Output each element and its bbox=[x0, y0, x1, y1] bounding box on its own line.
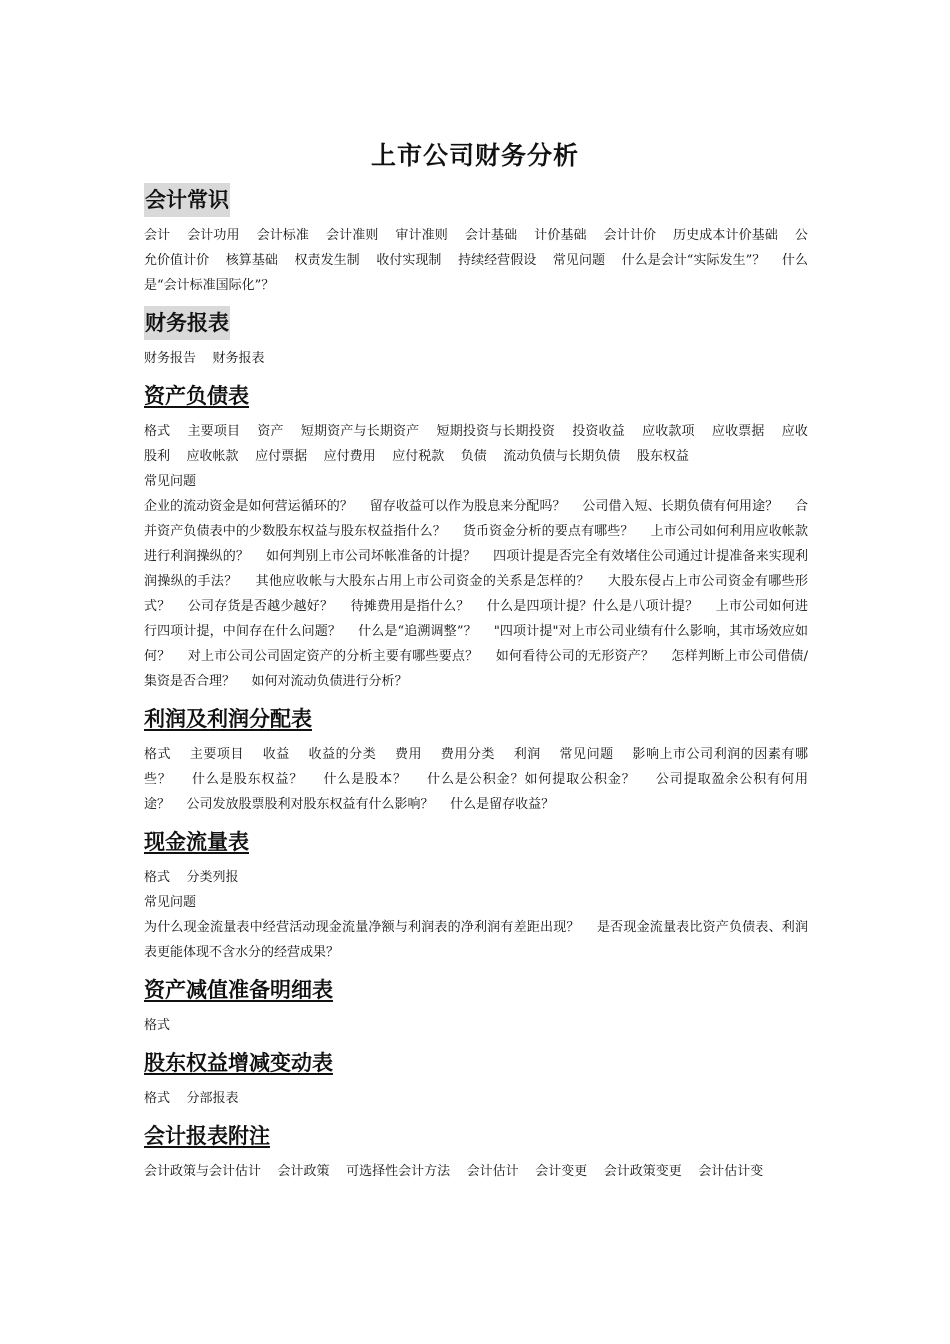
topic-link[interactable]: 会计基础 bbox=[464, 228, 518, 243]
topic-link[interactable]: 格式 bbox=[144, 1091, 171, 1106]
topic-link[interactable]: 什么是股东权益？ bbox=[192, 772, 304, 787]
topic-link[interactable]: 公司提取盈余公积有何用途？ bbox=[144, 772, 808, 812]
topic-link[interactable]: 会计政策与会计估计 bbox=[144, 1164, 262, 1179]
topic-link[interactable]: 审计准则 bbox=[395, 228, 448, 243]
section-caiwu-baobiao bbox=[144, 306, 808, 340]
topic-link[interactable]: 什么是股本？ bbox=[323, 772, 407, 787]
topic-link[interactable]: 计价基础 bbox=[534, 228, 587, 243]
section-items bbox=[144, 1086, 808, 1111]
topic-link[interactable]: 会计政策 bbox=[277, 1164, 330, 1179]
document-content bbox=[144, 183, 808, 1184]
topic-link[interactable]: 分部报表 bbox=[186, 1091, 239, 1106]
topic-link[interactable]: 应收帐款 bbox=[186, 449, 239, 464]
question-link[interactable]: 上市公司如何进行四项计提，中间存在什么问题？ bbox=[144, 599, 808, 639]
section-heading: 会计常识 bbox=[144, 183, 230, 217]
topic-link[interactable]: 负债 bbox=[460, 449, 487, 464]
topic-link[interactable]: 权责发生制 bbox=[294, 253, 360, 268]
topic-link[interactable]: 可选择性会计方法 bbox=[346, 1164, 451, 1179]
topic-link[interactable]: 会计变更 bbox=[535, 1164, 588, 1179]
topic-link[interactable]: 影响上市公司利润的因素有哪些？ bbox=[144, 747, 808, 787]
section-items bbox=[144, 223, 808, 298]
topic-link[interactable]: 会计标准 bbox=[256, 228, 310, 243]
section-cash-flow bbox=[144, 825, 808, 859]
topic-link[interactable]: 投资收益 bbox=[572, 424, 625, 439]
question-link[interactable]: 怎样判断上市公司借债/集资是否合理？ bbox=[144, 649, 808, 689]
question-link[interactable]: 待摊费用是指什么？ bbox=[350, 599, 470, 614]
section-kuaiji-changshi bbox=[144, 183, 808, 217]
topic-link[interactable]: 收益的分类 bbox=[308, 747, 377, 762]
question-link[interactable]: 合并资产负债表中的少数股东权益与股东权益指什么？ bbox=[144, 499, 808, 539]
topic-link[interactable]: 持续经营假设 bbox=[458, 253, 537, 268]
section-items bbox=[144, 865, 808, 890]
topic-link[interactable]: 应收票据 bbox=[711, 424, 765, 439]
topic-link[interactable]: 主要项目 bbox=[189, 747, 244, 762]
section-heading: 财务报表 bbox=[144, 306, 230, 340]
faq-label: 常见问题 bbox=[144, 895, 197, 910]
section-items bbox=[144, 419, 808, 469]
topic-link[interactable]: 应收股利 bbox=[144, 424, 808, 464]
section-income-statement bbox=[144, 702, 808, 736]
topic-link[interactable]: 费用 bbox=[394, 747, 423, 762]
question-link[interactable]: 公司存货是否越少越好？ bbox=[187, 599, 334, 614]
topic-link[interactable]: 会计功用 bbox=[187, 228, 240, 243]
topic-link[interactable]: 公司发放股票股利对股东权益有什么影响？ bbox=[186, 797, 434, 812]
question-link[interactable]: 什么是“追溯调整”？ bbox=[358, 624, 477, 639]
question-link[interactable]: 如何判别上市公司坏帐准备的计提？ bbox=[266, 549, 477, 564]
question-link[interactable]: 货币资金分析的要点有哪些？ bbox=[462, 524, 634, 539]
topic-link[interactable]: 流动负债与长期负债 bbox=[503, 449, 621, 464]
topic-link[interactable]: 什么是公积金？如何提取公积金？ bbox=[427, 772, 636, 787]
topic-link[interactable]: 会计政策变更 bbox=[603, 1164, 682, 1179]
faq-questions bbox=[144, 915, 808, 965]
question-link[interactable]: 留存收益可以作为股息来分配吗？ bbox=[369, 499, 566, 514]
topic-link[interactable]: 利润 bbox=[513, 747, 541, 762]
topic-link[interactable]: 会计准则 bbox=[326, 228, 379, 243]
section-heading: 资产负债表 bbox=[144, 384, 249, 408]
topic-link[interactable]: 会计估计变 bbox=[698, 1164, 764, 1179]
topic-link[interactable]: 分类列报 bbox=[186, 870, 239, 885]
section-equity-changes bbox=[144, 1046, 808, 1080]
topic-link[interactable]: 会计 bbox=[144, 228, 171, 243]
question-link[interactable]: 四项计提是否完全有效堵住公司通过计提准备来实现利润操纵的手法？ bbox=[144, 549, 808, 589]
topic-link[interactable]: 格式 bbox=[144, 747, 172, 762]
section-heading: 现金流量表 bbox=[144, 830, 249, 854]
question-link[interactable]: 上市公司如何利用应收帐款进行利润操纵的？ bbox=[144, 524, 808, 564]
topic-link[interactable]: 资产 bbox=[257, 424, 284, 439]
topic-link[interactable]: 应付票据 bbox=[255, 449, 308, 464]
section-items bbox=[144, 1013, 808, 1038]
section-heading: 利润及利润分配表 bbox=[144, 707, 312, 731]
topic-link[interactable]: 会计估计 bbox=[466, 1164, 519, 1179]
topic-link[interactable]: 常见问题 bbox=[552, 253, 606, 268]
topic-link[interactable]: 应收款项 bbox=[642, 424, 695, 439]
section-heading: 资产减值准备明细表 bbox=[144, 978, 333, 1002]
topic-link[interactable]: 会计计价 bbox=[603, 228, 657, 243]
question-link[interactable]: 为什么现金流量表中经营活动现金流量净额与利润表的净利润有差距出现？ bbox=[144, 920, 580, 935]
topic-link[interactable]: 费用分类 bbox=[440, 747, 495, 762]
topic-link[interactable]: 格式 bbox=[144, 870, 171, 885]
topic-link[interactable]: 收益 bbox=[262, 747, 290, 762]
topic-link[interactable]: 财务报表 bbox=[212, 351, 265, 366]
topic-link[interactable]: 格式 bbox=[144, 424, 171, 439]
topic-link[interactable]: 格式 bbox=[144, 1018, 171, 1033]
question-link[interactable]: "四项计提"对上市公司业绩有什么影响，其市场效应如何？ bbox=[144, 624, 808, 664]
question-link[interactable]: 其他应收帐与大股东占用上市公司资金的关系是怎样的？ bbox=[255, 574, 590, 589]
document-title: 上市公司财务分析 bbox=[370, 141, 579, 170]
topic-link[interactable]: 核算基础 bbox=[225, 253, 278, 268]
faq-label: 常见问题 bbox=[144, 474, 197, 489]
topic-link[interactable]: 股东权益 bbox=[636, 449, 689, 464]
topic-link[interactable]: 什么是会计“实际发生”？ bbox=[621, 253, 766, 268]
topic-link[interactable]: 短期投资与长期投资 bbox=[436, 424, 556, 439]
question-link[interactable]: 如何对流动负债进行分析？ bbox=[251, 674, 408, 689]
topic-link[interactable]: 收付实现制 bbox=[376, 253, 442, 268]
section-balance-sheet bbox=[144, 379, 808, 413]
section-items bbox=[144, 346, 808, 371]
question-link[interactable]: 大股东侵占上市公司资金有哪些形式？ bbox=[144, 574, 809, 614]
topic-link[interactable]: 什么是留存收益？ bbox=[450, 797, 555, 812]
topic-link[interactable]: 常见问题 bbox=[559, 747, 614, 762]
question-link[interactable]: 如何看待公司的无形资产？ bbox=[495, 649, 655, 664]
question-link[interactable]: 什么是四项计提？什么是八项计提？ bbox=[486, 599, 699, 614]
topic-link[interactable]: 历史成本计价基础 bbox=[673, 228, 778, 243]
topic-link[interactable]: 什么是“会计标准国际化”？ bbox=[144, 253, 808, 293]
topic-link[interactable]: 应付税款 bbox=[392, 449, 445, 464]
question-link[interactable]: 是否现金流量表比资产负债表、利润表更能体现不含水分的经营成果？ bbox=[144, 920, 808, 960]
section-notes bbox=[144, 1119, 808, 1153]
section-heading: 会计报表附注 bbox=[144, 1124, 270, 1148]
topic-link[interactable]: 主要项目 bbox=[187, 424, 241, 439]
question-link[interactable]: 公司借入短、长期负债有何用途？ bbox=[582, 499, 779, 514]
question-link[interactable]: 对上市公司公司固定资产的分析主要有哪些要点？ bbox=[187, 649, 479, 664]
topic-link[interactable]: 应付费用 bbox=[323, 449, 376, 464]
section-items bbox=[144, 1159, 808, 1184]
topic-link[interactable]: 财务报告 bbox=[144, 351, 197, 366]
faq-questions bbox=[144, 494, 808, 694]
topic-link[interactable]: 短期资产与长期资产 bbox=[300, 424, 420, 439]
section-impairment bbox=[144, 973, 808, 1007]
section-items bbox=[144, 742, 808, 817]
topic-link[interactable]: 公允价值计价 bbox=[144, 228, 808, 268]
section-heading: 股东权益增减变动表 bbox=[144, 1051, 333, 1075]
question-link[interactable]: 企业的流动资金是如何营运循环的？ bbox=[144, 499, 353, 514]
